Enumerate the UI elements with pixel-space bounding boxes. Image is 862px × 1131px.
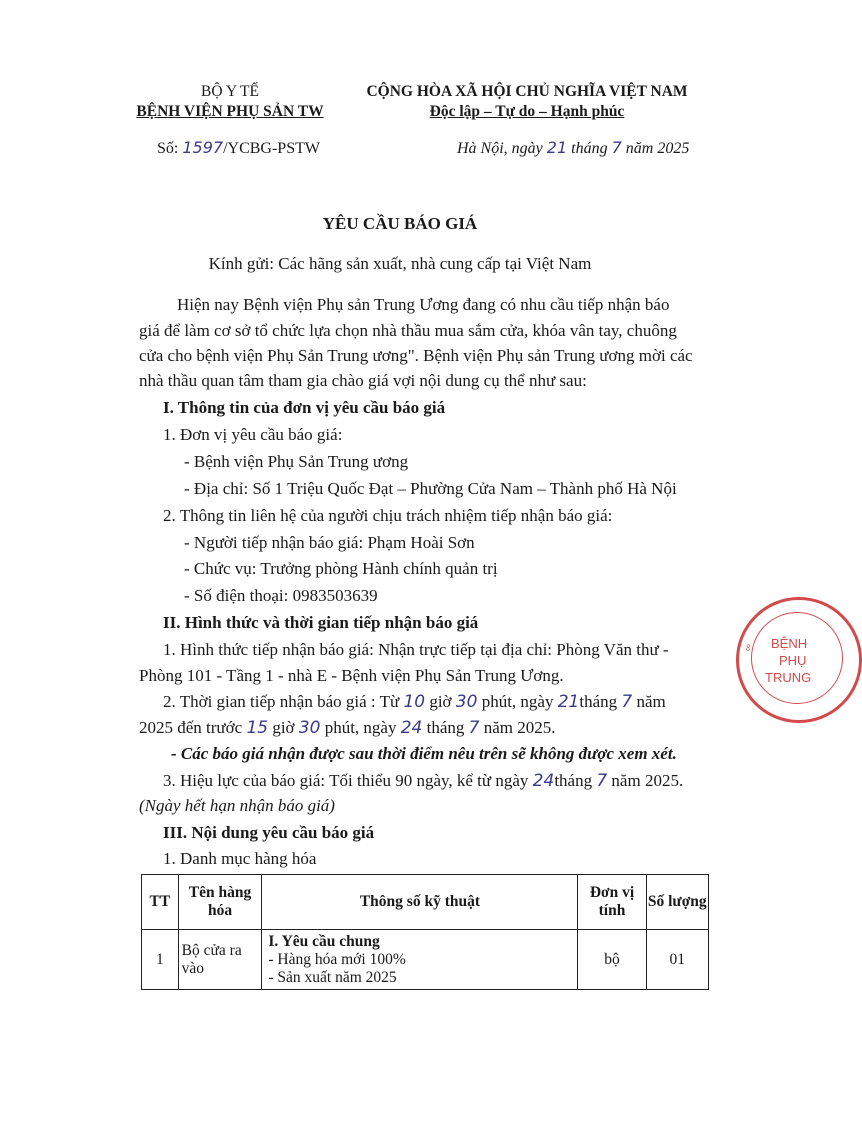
- contact-phone: - Số điện thoại: 0983503639: [184, 586, 378, 605]
- contact-person: - Người tiếp nhận báo giá: Phạm Hoài Sơn: [184, 533, 475, 552]
- doc-no-handwritten: 1597: [182, 138, 224, 157]
- section-2-heading: II. Hình thức và thời gian tiếp nhận báo giá: [163, 613, 479, 632]
- validity-month-label: tháng: [554, 771, 593, 790]
- validity-month-handwritten: 7: [596, 771, 608, 791]
- spec-line: - Sản xuất năm 2025: [268, 968, 397, 986]
- place-date: [457, 138, 689, 158]
- row-unit: bộ: [578, 930, 646, 990]
- section-2-item-2-line-1: [163, 692, 666, 712]
- header-tt: TT: [142, 875, 179, 930]
- goods-table: [141, 874, 709, 990]
- contact-position: - Chức vụ: Trưởng phòng Hành chính quản trị: [184, 559, 498, 578]
- section-2-item-1-line-2: Phòng 101 - Tầng 1 - nhà E - Bệnh viện Phụ Sản Trung Ương.: [139, 666, 564, 685]
- date-month-handwritten: 7: [611, 138, 622, 157]
- header-quantity: Số lượng: [646, 875, 708, 930]
- intro-line-2: giá để làm cơ sở tổ chức lựa chọn nhà thầu mua sắm cửa, khóa vân tay, chuông: [139, 321, 677, 340]
- end-month-label: tháng: [426, 718, 465, 737]
- year-label: năm: [636, 692, 666, 711]
- section-1-item-2: 2. Thông tin liên hệ của người chịu trách nhiệm tiếp nhận báo giá:: [163, 506, 613, 525]
- section-3-heading: III. Nội dung yêu cầu báo giá: [163, 823, 375, 842]
- start-month-handwritten: 7: [621, 692, 633, 712]
- unit-address: - Địa chỉ: Số 1 Triệu Quốc Đạt – Phường Cửa Nam – Thành phố Hà Nội: [184, 479, 677, 498]
- seal-edge-text: ∞: [742, 643, 755, 652]
- place-date-prefix: Hà Nội, ngày: [457, 140, 543, 157]
- section-1-item-1: 1. Đơn vị yêu cầu báo giá:: [163, 425, 343, 444]
- end-year: năm 2025.: [483, 718, 556, 737]
- section-2-item-2-line-2: [139, 718, 556, 738]
- row-tt: 1: [142, 930, 179, 990]
- seal-text-1: BỆNH: [771, 636, 808, 651]
- hospital-name: BỆNH VIỆN PHỤ SẢN TW: [136, 103, 324, 120]
- seal-text-2: PHỤ: [779, 653, 807, 668]
- deadline-label: 2025 đến trước: [139, 718, 243, 737]
- document-number: [157, 138, 320, 158]
- document-title: YÊU CẦU BÁO GIÁ: [322, 214, 478, 233]
- recipient-line: Kính gửi: Các hãng sản xuất, nhà cung cấp tại Việt Nam: [208, 254, 592, 273]
- red-seal-stamp: [736, 597, 862, 723]
- start-minute-handwritten: 30: [455, 692, 478, 712]
- section-2-item-1-line-1: 1. Hình thức tiếp nhận báo giá: Nhận trực tiếp tại địa chỉ: Phòng Văn thư -: [163, 640, 669, 659]
- intro-line-4: nhà thầu quan tâm tham gia chào giá vợi nội dung cụ thể như sau:: [139, 371, 587, 390]
- seal-text-3: TRUNG: [765, 670, 812, 685]
- intro-line-3: cửa cho bệnh viện Phụ Sản Trung ương". Bệnh viện Phụ sản Trung ương mời các: [139, 346, 693, 365]
- row-spec: [262, 930, 578, 990]
- late-submission-warning: - Các báo giá nhận được sau thời điểm nêu trên sẽ không được xem xét.: [171, 744, 677, 763]
- receive-time-label: 2. Thời gian tiếp nhận báo giá : Từ: [163, 692, 400, 711]
- end-hour-label: giờ: [272, 718, 295, 737]
- validity-year: năm 2025.: [611, 771, 684, 790]
- header-item-name: Tên hàng hóa: [178, 875, 262, 930]
- ministry-name: BỘ Y TẾ: [201, 83, 259, 100]
- header-spec: Thông số kỹ thuật: [262, 875, 578, 930]
- end-minute-day-label: phút, ngày: [324, 718, 397, 737]
- minute-day-label: phút, ngày: [481, 692, 554, 711]
- start-day-handwritten: 21: [557, 692, 580, 712]
- month-label: tháng: [579, 692, 618, 711]
- section-2-item-3: [163, 771, 683, 791]
- start-hour-handwritten: 10: [403, 692, 426, 712]
- doc-no-prefix: Số:: [157, 140, 179, 157]
- row-quantity: 01: [646, 930, 708, 990]
- validity-day-handwritten: 24: [532, 771, 555, 791]
- section-1-heading: I. Thông tin của đơn vị yêu cầu báo giá: [163, 398, 446, 417]
- date-month-label: tháng: [571, 140, 608, 157]
- goods-list-title: 1. Danh mục hàng hóa: [163, 849, 317, 868]
- spec-line: - Hàng hóa mới 100%: [268, 950, 406, 968]
- republic-title: CỘNG HÒA XÃ HỘI CHỦ NGHĨA VIỆT NAM: [366, 83, 688, 100]
- intro-line-1: Hiện nay Bệnh viện Phụ sản Trung Ương đang có nhu cầu tiếp nhận báo: [177, 295, 670, 314]
- table-row: [142, 930, 709, 990]
- end-minute-handwritten: 30: [298, 718, 321, 738]
- end-day-handwritten: 24: [400, 718, 423, 738]
- date-year: năm 2025: [625, 140, 690, 157]
- hour-label: giờ: [429, 692, 452, 711]
- header-unit: Đơn vị tính: [578, 875, 646, 930]
- end-hour-handwritten: 15: [246, 718, 269, 738]
- date-day-handwritten: 21: [546, 138, 568, 157]
- end-month-handwritten: 7: [468, 718, 480, 738]
- spec-heading: I. Yêu cầu chung: [268, 932, 380, 950]
- requesting-unit: - Bệnh viện Phụ Sản Trung ương: [184, 452, 409, 471]
- table-header-row: [142, 875, 709, 930]
- motto: Độc lập – Tự do – Hạnh phúc: [429, 103, 625, 120]
- validity-note: (Ngày hết hạn nhận báo giá): [139, 796, 335, 815]
- row-item-name: Bộ cửa ra vào: [178, 930, 262, 990]
- validity-label: 3. Hiệu lực của báo giá: Tối thiểu 90 ngày, kể từ ngày: [163, 771, 529, 790]
- doc-no-suffix: /YCBG-PSTW: [223, 140, 320, 157]
